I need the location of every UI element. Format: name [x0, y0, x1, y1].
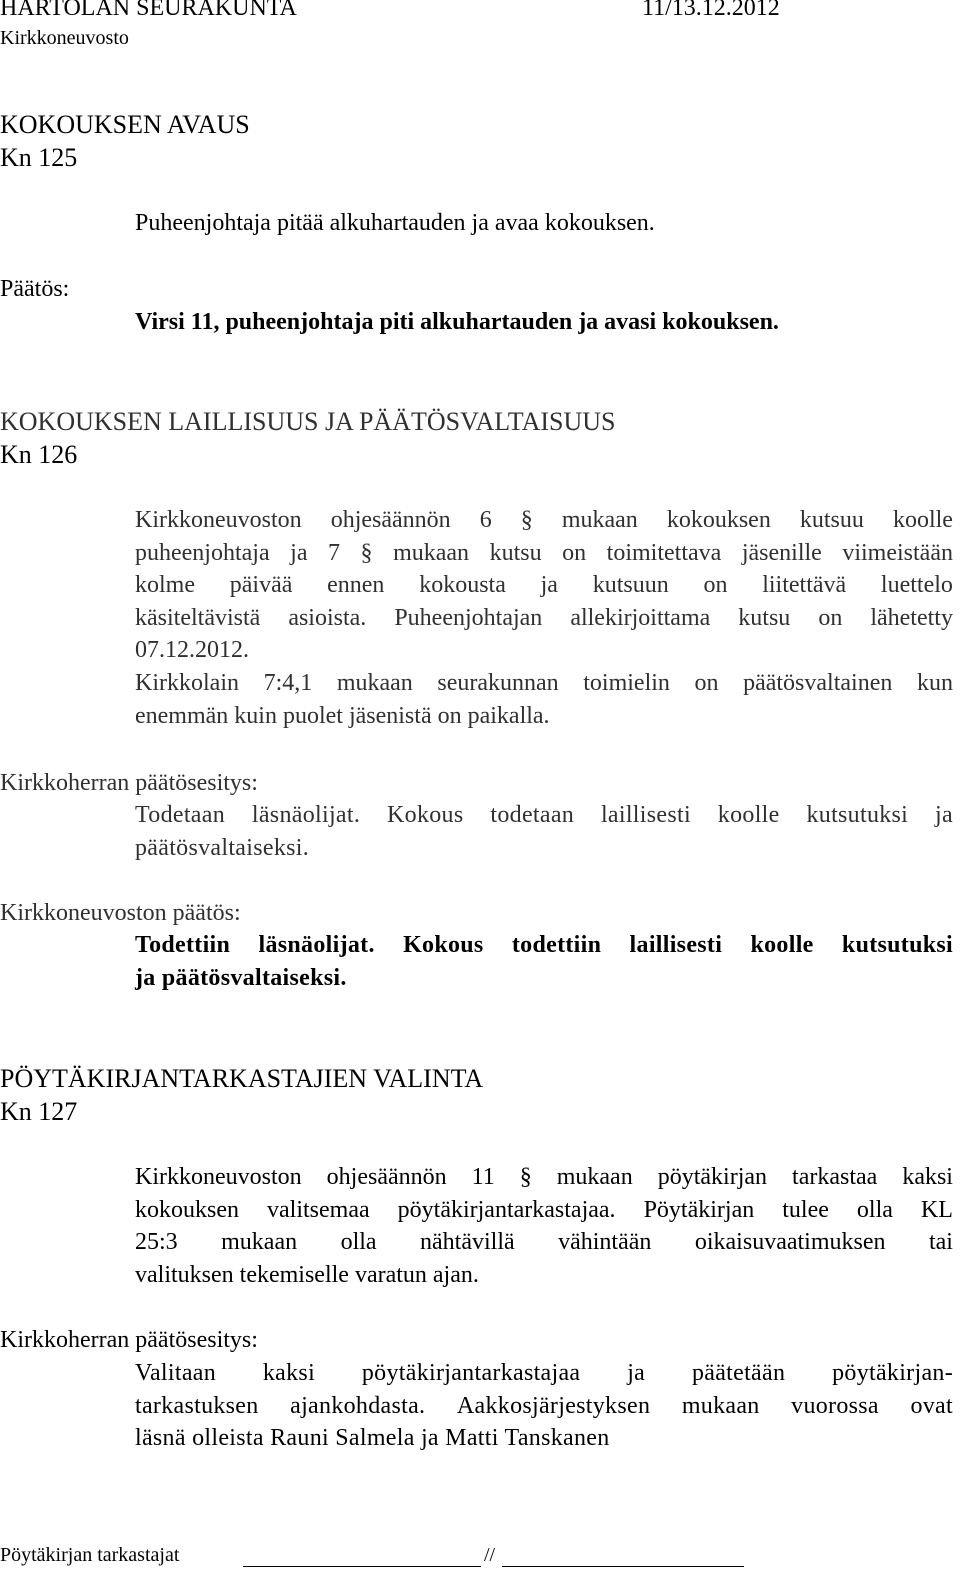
section-sign-icon: § [360, 539, 373, 566]
section-126-proposal-label: Kirkkoherran päätösesitys: [0, 770, 258, 796]
paragraph-line: tarkastuksen ajankohdasta. Aakkosjärjestyksen mukaan vuorossa ovat [135, 1392, 953, 1419]
signature-line-1 [243, 1566, 481, 1567]
section-126-decision-label: Kirkkoneuvoston päätös: [0, 900, 241, 926]
paragraph-line: Todetaan läsnäolijat. Kokous todetaan laillisesti koolle kutsutuksi ja [135, 802, 953, 828]
paragraph-line: päätösvaltaiseksi. [135, 834, 310, 861]
section-125-title: KOKOUKSEN AVAUS [0, 110, 250, 139]
footer-separator: // [484, 1544, 496, 1566]
paragraph-line: Kirkkolain 7:4,1 mukaan seurakunnan toimielin on päätösvaltainen kun [135, 669, 953, 696]
paragraph-line: Kirkkoneuvoston ohjesäännön 6 § mukaan kokouksen kutsuu koolle [135, 504, 953, 537]
section-125-decision: Virsi 11, puheenjohtaja piti alkuhartauden ja avasi kokouksen. [135, 309, 779, 335]
section-126-title: KOKOUKSEN LAILLISUUS JA PÄÄTÖSVALTAISUUS [0, 407, 616, 436]
section-126-decision [135, 929, 953, 994]
section-125-decision-label: Päätös: [0, 276, 70, 302]
signature-line-2 [502, 1566, 744, 1567]
paragraph-line: kolme päivää ennen kokousta ja kutsuun on liitettävä luettelo [135, 572, 953, 599]
paragraph-line: 07.12.2012. [135, 637, 249, 664]
section-127-title: PÖYTÄKIRJANTARKASTAJIEN VALINTA [0, 1064, 484, 1093]
header-date: 11/13.12.2012 [642, 0, 780, 21]
section-127-proposal-label: Kirkkoherran päätösesitys: [0, 1327, 258, 1353]
section-127-number: Kn 127 [0, 1097, 78, 1126]
header-org: HARTOLAN SEURAKUNTA [0, 0, 297, 21]
paragraph-line: Valitaan kaksi pöytäkirjantarkastajaa ja päätetään pöytäkirjan- [135, 1360, 953, 1386]
paragraph-line: Todettiin läsnäolijat. Kokous todettiin laillisesti koolle kutsutuksi [135, 932, 953, 958]
paragraph-line: ja päätösvaltaiseksi. [135, 964, 347, 991]
paragraph-line: enemmän kuin puolet jäsenistä on paikalla. [135, 702, 550, 729]
paragraph-line: valituksen tekemiselle varatun ajan. [135, 1261, 479, 1288]
paragraph-line: käsiteltävistä asioista. Puheenjohtajan allekirjoittama kutsu on lähetetty [135, 604, 953, 631]
paragraph-line: 25:3 mukaan olla nähtävillä vähintään oikaisuvaatimuksen tai [135, 1229, 953, 1256]
paragraph-line: Kirkkoneuvoston ohjesäännön 11 § mukaan pöytäkirjan tarkastaa kaksi [135, 1161, 953, 1194]
section-127-proposal [135, 1357, 953, 1455]
paragraph-line: läsnä olleista Rauni Salmela ja Matti Tanskanen [135, 1425, 610, 1452]
section-125-text: Puheenjohtaja pitää alkuhartauden ja avaa kokouksen. [135, 210, 655, 236]
section-126-number: Kn 126 [0, 440, 78, 469]
section-127-paragraph [135, 1161, 953, 1291]
section-125-number: Kn 125 [0, 143, 78, 172]
section-sign-icon: § [520, 507, 533, 533]
section-sign-icon: § [519, 1164, 532, 1190]
paragraph-line: puheenjohtaja ja 7 § mukaan kutsu on toimitettava jäsenille viimeistään [135, 537, 953, 570]
section-126-paragraph [135, 504, 953, 732]
section-126-proposal [135, 799, 953, 864]
header-body: Kirkkoneuvosto [0, 27, 129, 49]
paragraph-line: kokouksen valitsemaa pöytäkirjantarkastajaa. Pöytäkirjan tulee olla KL [135, 1196, 953, 1223]
footer-label: Pöytäkirjan tarkastajat [0, 1544, 180, 1566]
